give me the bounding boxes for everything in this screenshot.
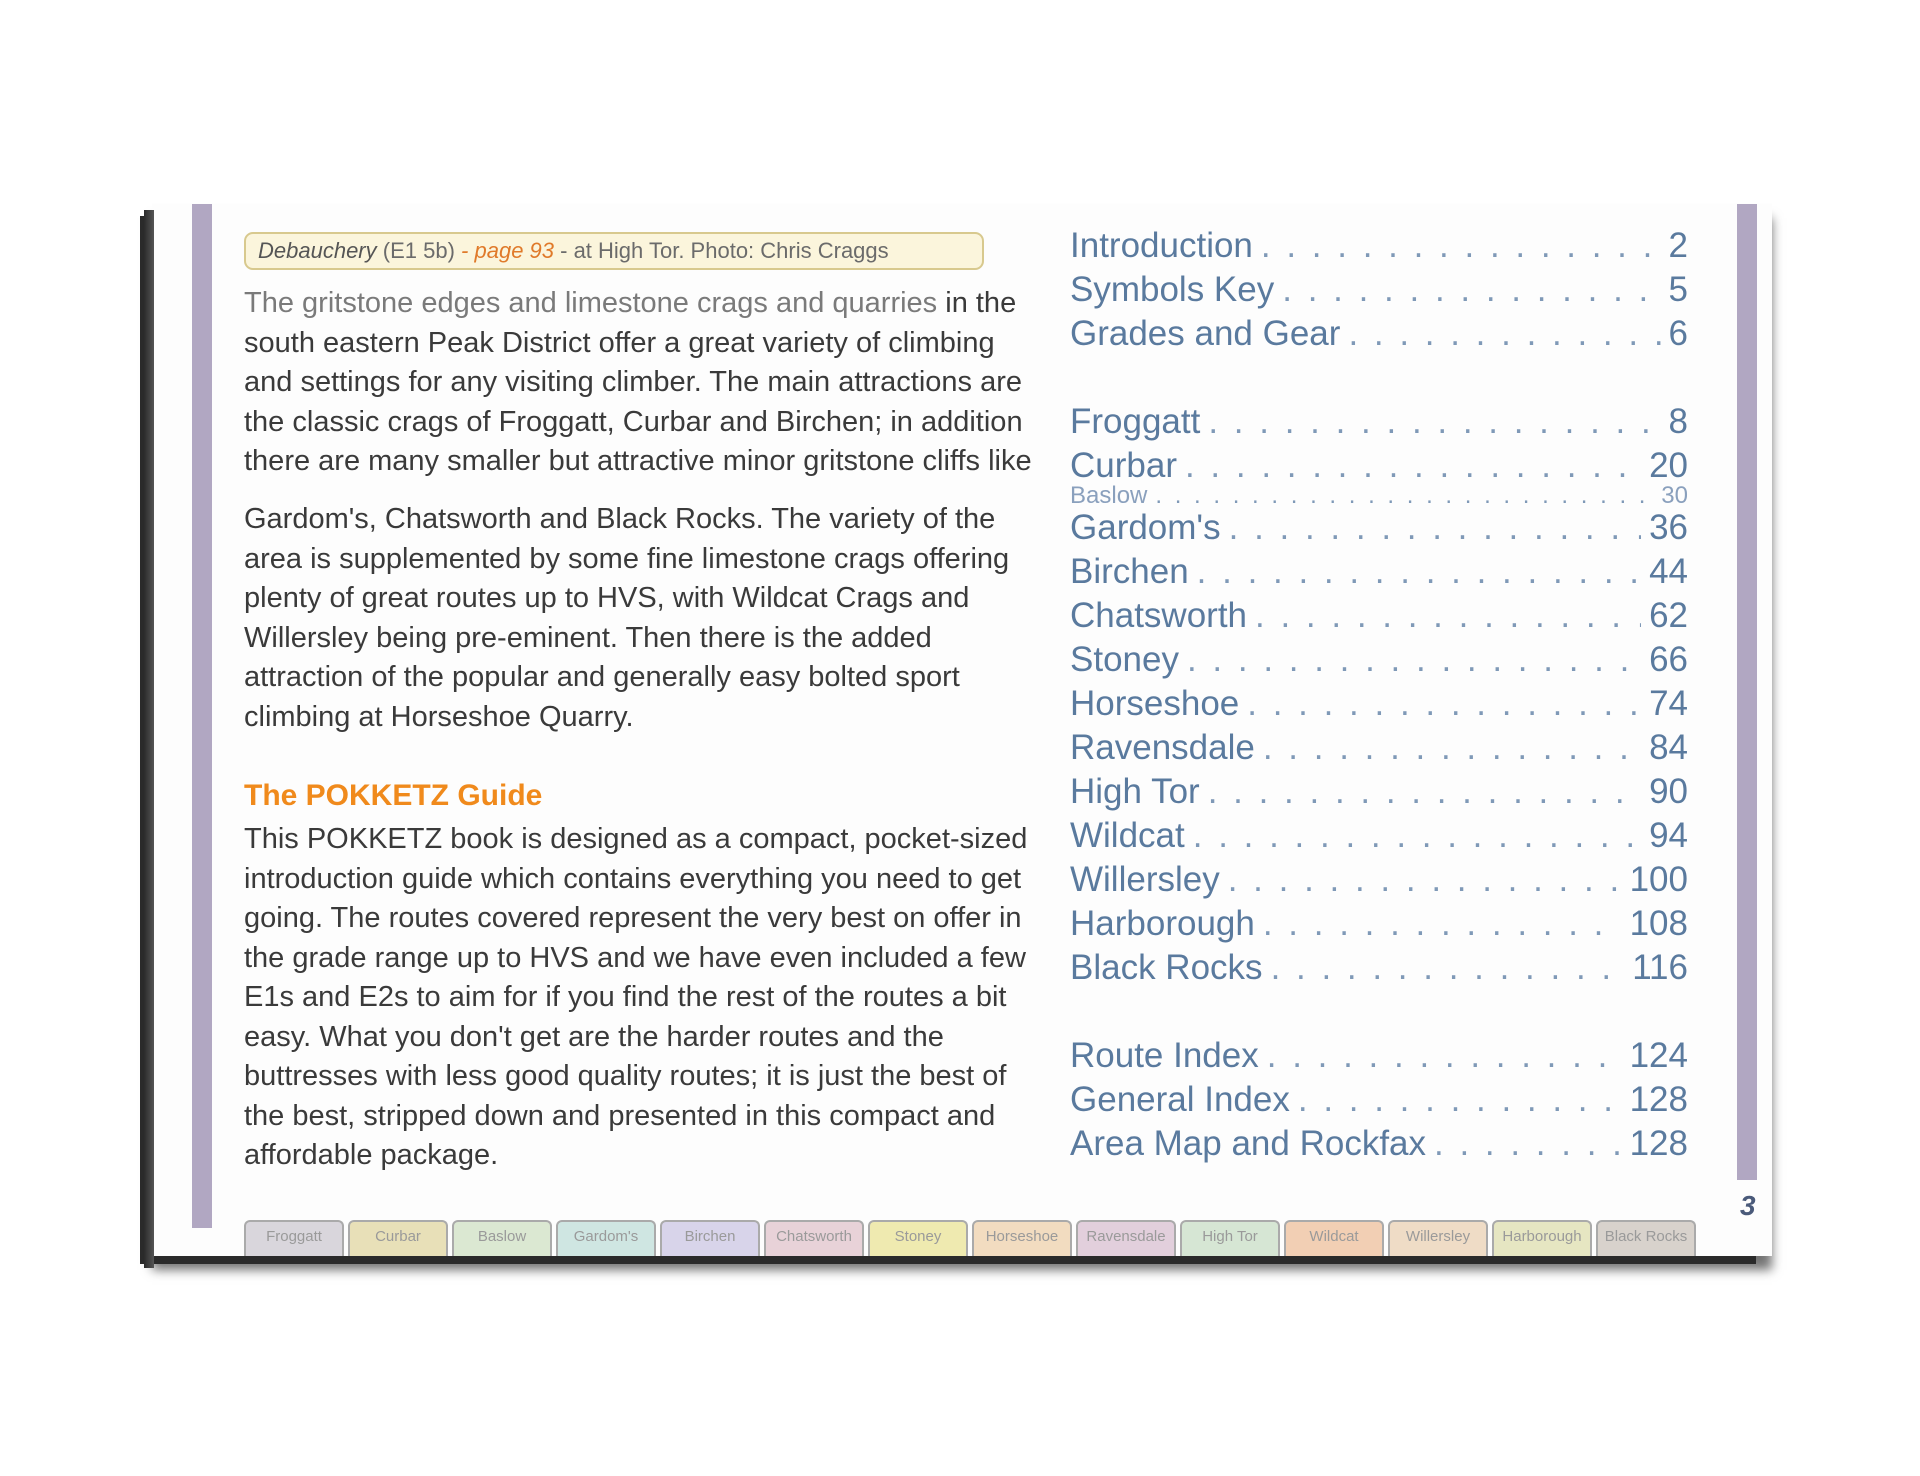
toc-leader [1434, 1124, 1622, 1164]
toc-label: Froggatt [1070, 402, 1201, 441]
toc-leader [1228, 860, 1622, 900]
toc-leader [1263, 728, 1641, 768]
toc-page-number: 124 [1629, 1036, 1688, 1075]
toc-entry [1070, 508, 1688, 552]
toc-label: Area Map and Rockfax [1070, 1124, 1427, 1163]
crag-tab: Willersley [1388, 1220, 1488, 1256]
toc-leader [1193, 816, 1641, 856]
toc-page-number: 100 [1629, 860, 1688, 899]
toc-page-number: 2 [1668, 226, 1688, 265]
crag-tab: Chatsworth [764, 1220, 864, 1256]
toc-leader [1155, 482, 1653, 510]
toc-leader [1261, 226, 1661, 266]
toc-label: Route Index [1070, 1036, 1259, 1075]
toc-label: Grades and Gear [1070, 314, 1341, 353]
guide-paragraph: This POKKETZ book is designed as a compact, pocket-sized introduction guide which contains everything you need to get going. The routes covered represent the very best on offer in the grade range up to HVS and we have even included a few E1s and E2s to aim for if you find the rest of the routes a bit easy. What you don't get are the harder routes and the buttresses with less good quality routes; it is just the best of the best, stripped down and presented in this compact and affordable package. [244, 823, 1028, 1171]
toc-entry [1070, 948, 1688, 992]
book-page [152, 204, 1772, 1256]
toc-entry [1070, 904, 1688, 948]
crag-tab: Wildcat [1284, 1220, 1384, 1256]
crag-tab: Gardom's [556, 1220, 656, 1256]
toc-label: Gardom's [1070, 508, 1221, 547]
caption-rest: - at High Tor. Photo: Chris Craggs [554, 238, 889, 263]
crag-tab: Ravensdale [1076, 1220, 1176, 1256]
toc-leader [1267, 1036, 1622, 1076]
toc-label: Black Rocks [1070, 948, 1263, 987]
toc-entry [1070, 684, 1688, 728]
toc-entry [1070, 1036, 1688, 1080]
toc-label: Introduction [1070, 226, 1253, 265]
caption-grade: (E1 5b) [382, 238, 455, 263]
toc-entry [1070, 1080, 1688, 1124]
crag-tab: Froggatt [244, 1220, 344, 1256]
caption-sep: - [454, 238, 475, 263]
intro-paragraph-2: Gardom's, Chatsworth and Black Rocks. The variety of the area is supplemented by some fine limestone crags offering plenty of great routes up to HVS, with Wildcat Crags and Willersley being pre-eminent. Then there is the added attraction of the popular and generally easy bolted sport climbing at Horseshoe Quarry. [244, 503, 1010, 733]
toc-leader [1208, 402, 1660, 442]
toc-label: Birchen [1070, 552, 1189, 591]
crag-tab: Birchen [660, 1220, 760, 1256]
toc-entry [1070, 640, 1688, 684]
toc-entry [1070, 482, 1688, 508]
toc-leader [1263, 904, 1622, 944]
toc-label: Curbar [1070, 446, 1177, 485]
toc-label: Willersley [1070, 860, 1220, 899]
toc-label: Symbols Key [1070, 270, 1275, 309]
toc-label: High Tor [1070, 772, 1200, 811]
left-margin-bar [192, 204, 212, 1228]
toc-leader [1298, 1080, 1622, 1120]
toc-page-number: 6 [1668, 314, 1688, 353]
toc-entry [1070, 226, 1688, 270]
toc-page-number: 84 [1649, 728, 1688, 767]
toc-page-number: 66 [1649, 640, 1688, 679]
toc-page-number: 94 [1649, 816, 1688, 855]
toc-label: Stoney [1070, 640, 1179, 679]
toc-page-number: 128 [1629, 1080, 1688, 1119]
toc-entry [1070, 402, 1688, 446]
page-number: 3 [1740, 1190, 1756, 1221]
toc-entry [1070, 816, 1688, 860]
toc-label: General Index [1070, 1080, 1290, 1119]
toc-entry [1070, 772, 1688, 816]
caption-page-ref: page 93 [474, 238, 555, 263]
toc-label: Chatsworth [1070, 596, 1248, 635]
crag-tab: High Tor [1180, 1220, 1280, 1256]
toc-entry [1070, 728, 1688, 772]
toc-entry [1070, 314, 1688, 358]
toc-label: Horseshoe [1070, 684, 1240, 723]
toc-leader [1187, 640, 1641, 680]
toc-leader [1229, 508, 1641, 548]
crag-tab: Stoney [868, 1220, 968, 1256]
toc-label: Ravensdale [1070, 728, 1255, 767]
toc-leader [1271, 948, 1625, 988]
toc-page-number: 8 [1668, 402, 1688, 441]
toc-page-number: 5 [1668, 270, 1688, 309]
toc-leader [1255, 596, 1641, 636]
crag-tab: Curbar [348, 1220, 448, 1256]
toc-leader [1185, 446, 1641, 486]
toc-label: Wildcat [1070, 816, 1185, 855]
toc-label: Harborough [1070, 904, 1255, 943]
intro-paragraph-1 [244, 284, 1044, 482]
toc-entry [1070, 860, 1688, 904]
toc-page-number: 20 [1649, 446, 1688, 485]
intro-first-line: The gritstone edges and limestone crags and quarries [244, 287, 938, 319]
right-margin-bar [1737, 204, 1757, 1180]
crag-tab: Baslow [452, 1220, 552, 1256]
toc-leader [1208, 772, 1641, 812]
crag-tab: Horseshoe [972, 1220, 1072, 1256]
caption-route: Debauchery [258, 238, 377, 263]
toc-entry [1070, 270, 1688, 314]
toc-page-number: 62 [1649, 596, 1688, 635]
toc-page-number: 36 [1649, 508, 1688, 547]
toc-leader [1348, 314, 1660, 354]
toc-page-number: 116 [1632, 948, 1688, 987]
guide-heading: The POKKETZ Guide [244, 779, 543, 812]
toc-page-number: 128 [1629, 1124, 1688, 1163]
toc-page-number: 74 [1649, 684, 1688, 723]
toc-entry [1070, 552, 1688, 596]
toc-page-number: 44 [1649, 552, 1688, 591]
toc-entry [1070, 1124, 1688, 1168]
toc-page-number: 30 [1661, 482, 1688, 509]
crag-tab: Harborough [1492, 1220, 1592, 1256]
crag-tab: Black Rocks [1596, 1220, 1696, 1256]
toc-page-number: 90 [1649, 772, 1688, 811]
toc-leader [1282, 270, 1660, 310]
photo-caption [244, 232, 984, 270]
intro-rest: in the south eastern Peak District offer a great variety of climbing and settings for any visiting climber. The main attractions are the classic crags of Froggatt, Curbar and Birchen; in addition there are many smaller but attractive minor gritstone cliffs like [244, 287, 1032, 477]
toc-entry [1070, 596, 1688, 640]
crag-tabs [244, 1220, 1696, 1256]
toc-label: Baslow [1070, 482, 1148, 509]
toc-leader [1197, 552, 1641, 592]
toc-page-number: 108 [1629, 904, 1688, 943]
toc-leader [1247, 684, 1641, 724]
